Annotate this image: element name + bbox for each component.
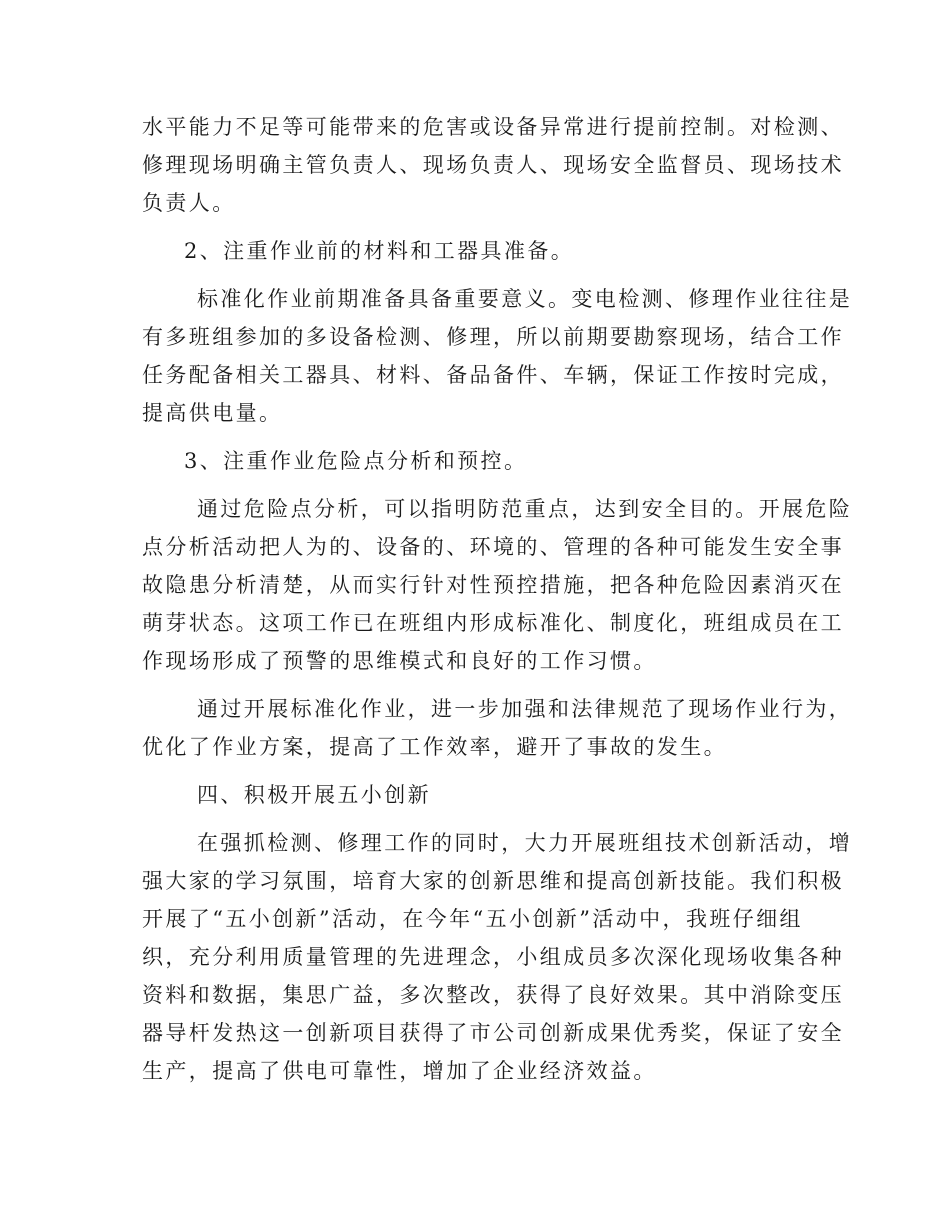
text-line: 开展了“五小创新”活动，在今年“五小创新”活动中，我班仔细组: [142, 907, 803, 931]
heading-text: 2、注重作业前的材料和工器具准备。: [184, 239, 575, 263]
section-heading: [142, 232, 814, 270]
text-line: 点分析活动把人为的、设备的、环境的、管理的各种可能发生安全事: [142, 535, 844, 559]
paragraph: [142, 280, 853, 432]
text-line: 织，充分利用质量管理的先进理念，小组成员多次深化现场收集各种: [142, 945, 844, 969]
text-line: 器导杆发热这一创新项目获得了市公司创新成果优秀奖，保证了安全: [142, 1021, 844, 1045]
section-heading: [142, 776, 814, 814]
text-line: 提高供电量。: [142, 401, 283, 425]
heading-text: 3、注重作业危险点分析和预控。: [184, 449, 528, 473]
text-line: 优化了作业方案，提高了工作效率，避开了事故的发生。: [142, 735, 727, 759]
document-page: [142, 108, 853, 1090]
paragraph: [142, 108, 844, 222]
text-line: 标准化作业前期准备具备重要意义。变电检测、修理作业往往是: [197, 287, 853, 311]
text-line: 生产，提高了供电可靠性，增加了企业经济效益。: [142, 1059, 657, 1083]
text-line: 资料和数据，集思广益，多次整改，获得了良好效果。其中消除变压: [142, 983, 844, 1007]
paragraph: [142, 690, 853, 766]
section-heading: [142, 442, 814, 480]
heading-text: 四、积极开展五小创新: [197, 783, 431, 807]
text-line: 强大家的学习氛围，培育大家的创新思维和提高创新技能。我们积极: [142, 869, 844, 893]
text-line: 故隐患分析清楚，从而实行针对性预控措施，把各种危险因素消灭在: [142, 573, 844, 597]
text-line: 作现场形成了预警的思维模式和良好的工作习惯。: [142, 649, 657, 673]
text-line: 在强抓检测、修理工作的同时，大力开展班组技术创新活动，增: [197, 831, 853, 855]
text-line: 修理现场明确主管负责人、现场负责人、现场安全监督员、现场技术: [142, 153, 844, 177]
text-line: 通过开展标准化作业，进一步加强和法律规范了现场作业行为，: [197, 697, 853, 721]
text-line: 负责人。: [142, 191, 236, 215]
paragraph: [142, 490, 853, 680]
text-line: 水平能力不足等可能带来的危害或设备异常进行提前控制。对检测、: [142, 115, 844, 139]
text-line: 通过危险点分析，可以指明防范重点，达到安全目的。开展危险: [197, 497, 853, 521]
text-line: 有多班组参加的多设备检测、修理，所以前期要勘察现场，结合工作: [142, 325, 844, 349]
text-line: 萌芽状态。这项工作已在班组内形成标准化、制度化，班组成员在工: [142, 611, 844, 635]
paragraph: [142, 824, 853, 1090]
text-line: 任务配备相关工器具、材料、备品备件、车辆，保证工作按时完成，: [142, 363, 844, 387]
